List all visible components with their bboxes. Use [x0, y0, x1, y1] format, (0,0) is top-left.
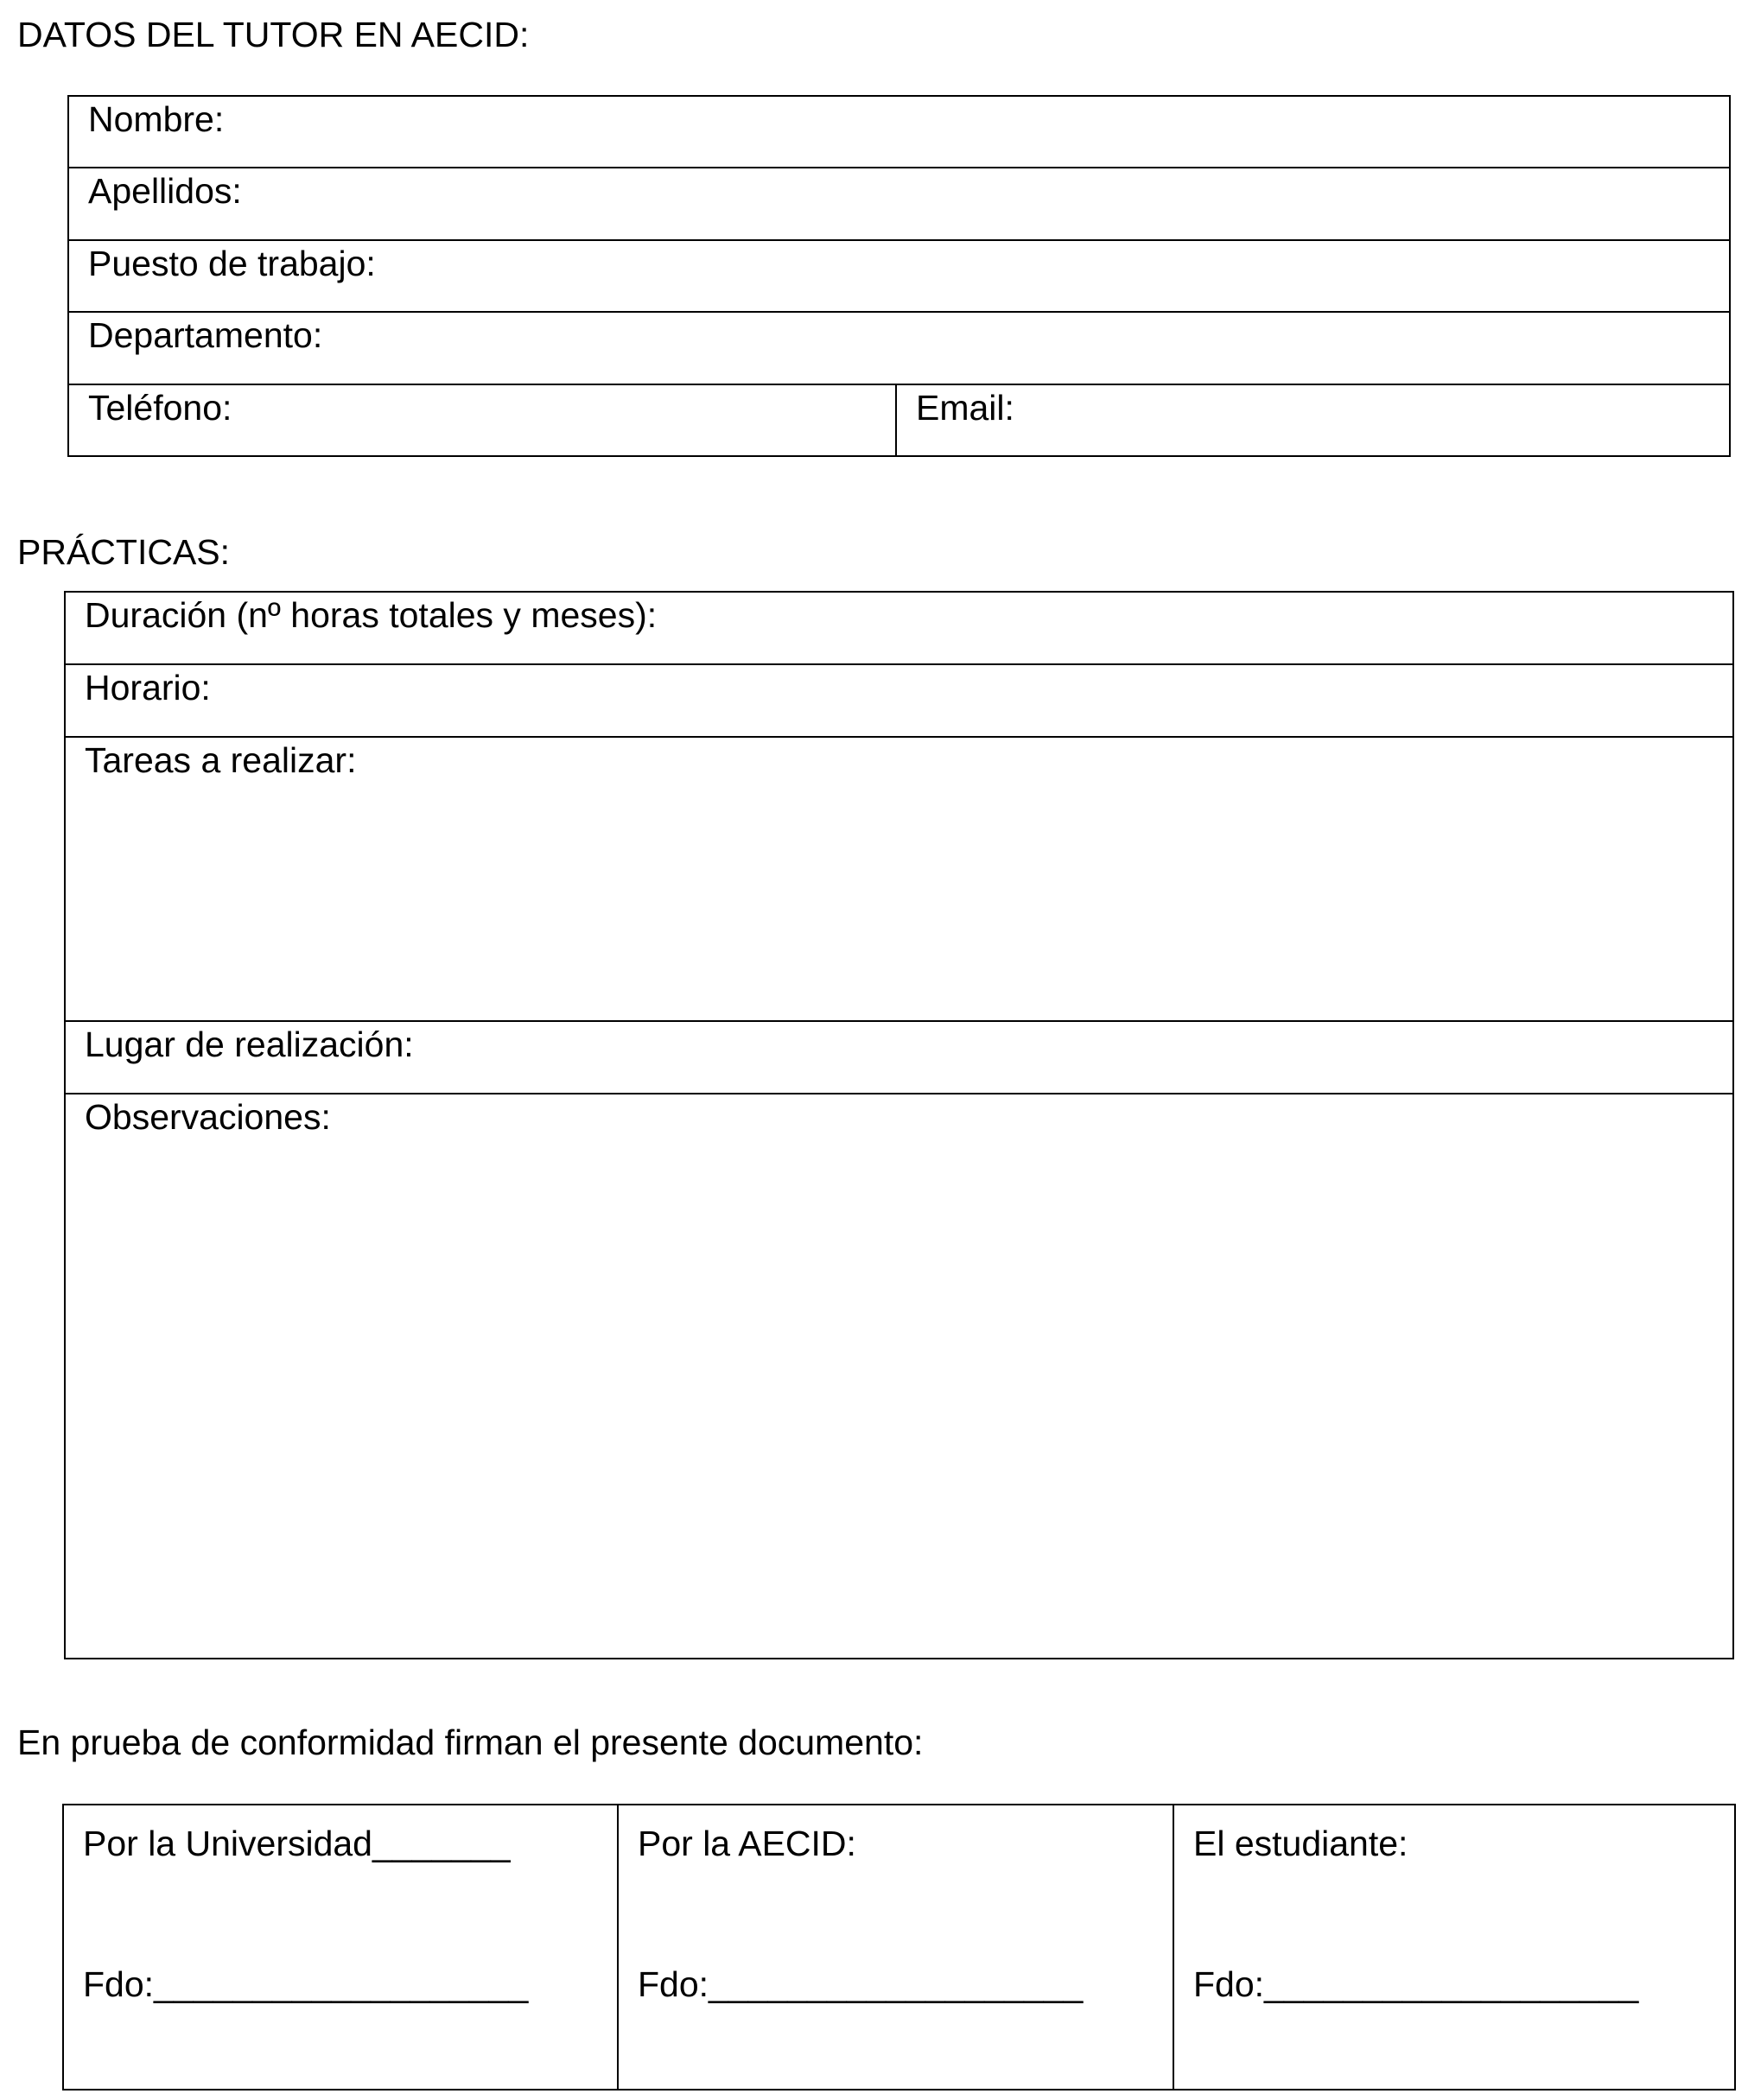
apellidos-field[interactable] [68, 168, 1730, 240]
departamento-label: Departamento: [88, 315, 323, 355]
horario-label: Horario: [85, 668, 211, 707]
signature-line-estudiante: Fdo:___________________ [1193, 1964, 1639, 2004]
tareas-label: Tareas a realizar: [85, 740, 357, 780]
horario-field[interactable] [65, 664, 1733, 737]
puesto-label: Puesto de trabajo: [88, 244, 376, 283]
apellidos-label: Apellidos: [88, 171, 242, 211]
signature-cell-aecid[interactable] [618, 1805, 1173, 2090]
email-field[interactable] [896, 384, 1730, 456]
signature-table [62, 1804, 1736, 2090]
signature-cell-estudiante[interactable] [1173, 1805, 1735, 2090]
email-label: Email: [916, 388, 1014, 428]
duracion-field[interactable] [65, 592, 1733, 664]
conformity-statement: En prueba de conformidad firman el presente documento: [17, 1723, 924, 1762]
telefono-label: Teléfono: [88, 388, 232, 428]
nombre-label: Nombre: [88, 99, 225, 139]
signature-line-universidad: Fdo:___________________ [83, 1964, 529, 2004]
departamento-field[interactable] [68, 312, 1730, 384]
tareas-field[interactable] [65, 737, 1733, 1021]
signature-label-estudiante: El estudiante: [1193, 1824, 1408, 1863]
signature-label-aecid: Por la AECID: [638, 1824, 856, 1863]
lugar-field[interactable] [65, 1021, 1733, 1094]
puesto-field[interactable] [68, 240, 1730, 312]
signature-cell-universidad[interactable] [63, 1805, 618, 2090]
nombre-field[interactable] [68, 96, 1730, 168]
observaciones-label: Observaciones: [85, 1097, 331, 1137]
tutor-section-heading: DATOS DEL TUTOR EN AECID: [17, 15, 530, 54]
signature-line-aecid: Fdo:___________________ [638, 1964, 1084, 2004]
practicas-section-heading: PRÁCTICAS: [17, 532, 231, 572]
lugar-label: Lugar de realización: [85, 1025, 414, 1064]
observaciones-field[interactable] [65, 1094, 1733, 1659]
tutor-data-table [67, 95, 1731, 457]
telefono-field[interactable] [68, 384, 896, 456]
practicas-table [64, 591, 1734, 1659]
duracion-label: Duración (nº horas totales y meses): [85, 595, 658, 635]
signature-label-universidad: Por la Universidad_______ [83, 1824, 511, 1863]
